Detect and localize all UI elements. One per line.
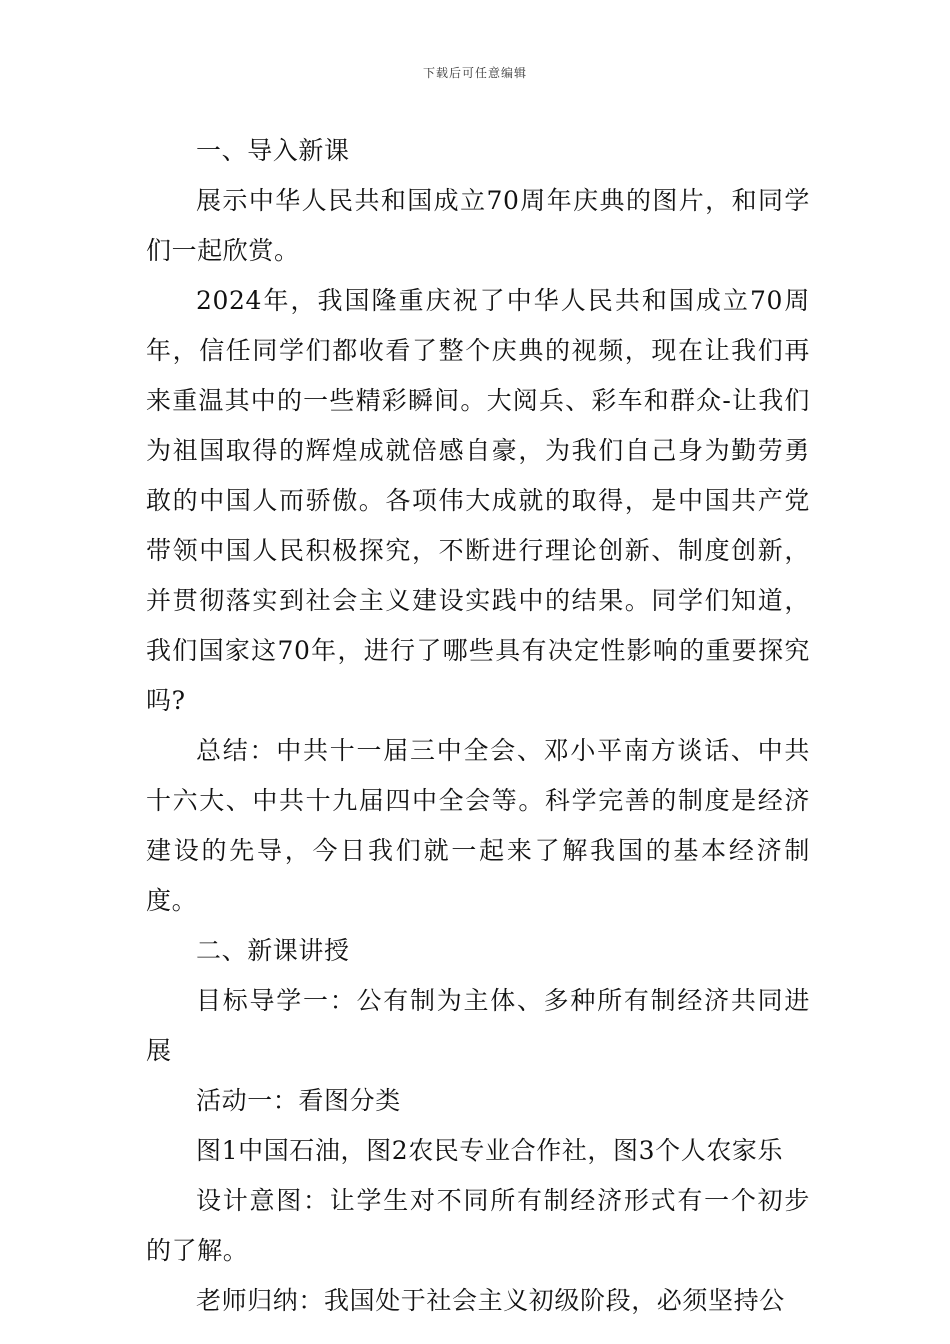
paragraph-design-intent: 设计意图：让学生对不同所有制经济形式有一个初步的了解。 xyxy=(146,1186,810,1265)
paragraph-teacher-summary: 老师归纳：我国处于社会主义初级阶段，必须坚持公 xyxy=(196,1286,785,1315)
paragraph-summary: 总结：中共十一届三中全会、邓小平南方谈话、中共十六大、中共十九届四中全会等。科学完善的制度是经济建设的先导，今日我们就一起来了解我国的基本经济制度。 xyxy=(146,736,810,915)
document-body xyxy=(146,126,810,1326)
paragraph-goal-one: 目标导学一：公有制为主体、多种所有制经济共同进展 xyxy=(146,986,810,1065)
page-header-note: 下载后可任意编辑 xyxy=(422,66,527,80)
section-heading-intro: 一、导入新课 xyxy=(196,136,350,165)
paragraph-activity-one: 活动一：看图分类 xyxy=(196,1086,401,1115)
paragraph-show-images: 展示中华人民共和国成立70周年庆典的图片，和同学们一起欣赏。 xyxy=(146,186,810,265)
section-heading-new-lesson: 二、新课讲授 xyxy=(196,936,350,965)
paragraph-figures: 图1中国石油，图2农民专业合作社，图3个人农家乐 xyxy=(196,1136,784,1165)
paragraph-anniversary: 2024年，我国隆重庆祝了中华人民共和国成立70周年，信任同学们都收看了整个庆典的视频，现在让我们再来重温其中的一些精彩瞬间。大阅兵、彩车和群众-让我们为祖国取得的辉煌成就倍感自豪，为我们自己身为勤劳勇敢的中国人而骄傲。各项伟大成就的取得，是中国共产党带领中国人民积极探究，不断进行理论创新、制度创新，并贯彻落实到社会主义建设实践中的结果。同学们知道，我们国家这70年，进行了哪些具有决定性影响的重要探究吗? xyxy=(146,286,810,715)
